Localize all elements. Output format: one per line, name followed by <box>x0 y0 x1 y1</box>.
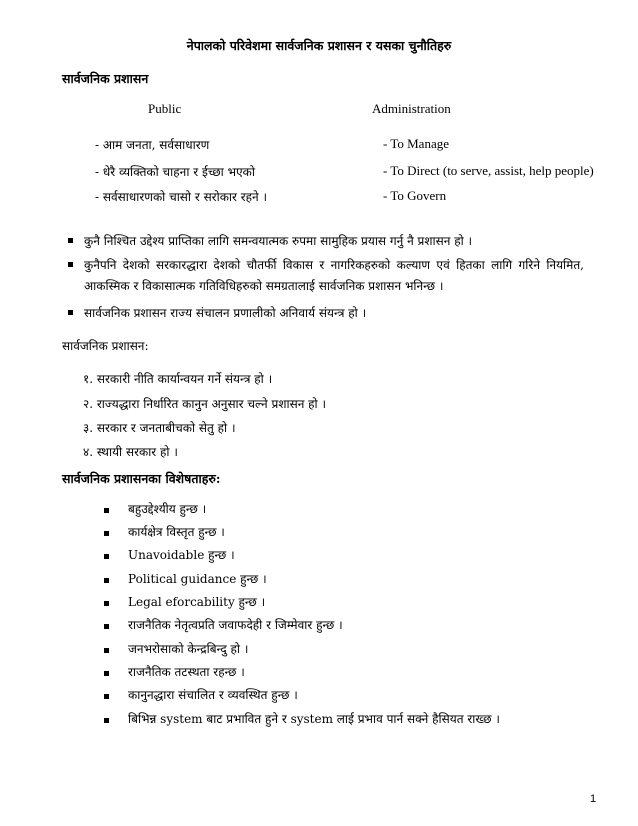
bullet-square-icon <box>104 554 109 559</box>
bullet-square-icon <box>104 648 109 653</box>
feature-item: Legal eforcability हुन्छ । <box>128 595 266 609</box>
bullet-square-icon <box>104 671 109 676</box>
feature-item: बहुउद्देश्यीय हुन्छ । <box>128 502 207 516</box>
page-title: नेपालको परिवेशमा सार्वजनिक प्रशासन र यसका चुनौतिहरु <box>186 38 452 53</box>
feature-item: राजनैतिक तटस्थता रहन्छ । <box>128 665 245 679</box>
numbered-item: ४. स्थायी सरकार हो । <box>83 445 178 459</box>
administration-meaning-item: - To Manage <box>383 136 449 151</box>
feature-item: कार्यक्षेत्र विस्तृत हुन्छ । <box>128 525 225 539</box>
column-head-administration: Administration <box>372 101 451 116</box>
column-head-public: Public <box>148 101 182 116</box>
public-meaning-item: - आम जनता, सर्वसाधारण <box>95 138 210 152</box>
bullet-square-icon <box>104 694 109 699</box>
page-number: 1 <box>590 793 597 805</box>
public-meaning-item: - धेरै व्यक्तिको चाहना र ईच्छा भएको <box>95 165 255 179</box>
public-meaning-item: - सर्वसाधारणको चासो र सरोकार रहने । <box>95 190 268 204</box>
numbered-item: ३. सरकार र जनताबीचको सेतु हो । <box>83 421 236 435</box>
definition-bullet: सार्वजनिक प्रशासन राज्य संचालन प्रणालीको अनिवार्य संयन्त्र हो । <box>84 306 367 320</box>
feature-item: राजनैतिक नेतृत्वप्रति जवाफदेही र जिम्मेवार हुन्छ । <box>128 618 343 632</box>
bullet-square-icon <box>104 578 109 583</box>
feature-item: जनभरोसाको केन्द्रबिन्दु हो । <box>128 642 249 656</box>
definition-bullet: कुनैपनि देशको सरकारद्धारा देशको चौतर्फी विकास र नागरिकहरुको कल्याण एवं हितका लागि गरिने नियमित, आकस्मिक र विकासात्मक गतिविधिहरुको समग्रतालाई सार्वजनिक प्रशासन भनिन्छ । <box>84 258 584 293</box>
bullet-square-icon <box>68 310 73 315</box>
bullet-square-icon <box>104 508 109 513</box>
bullet-square-icon <box>104 718 109 723</box>
section-heading-public-admin-role: सार्वजनिक प्रशासन: <box>62 339 149 353</box>
bullet-square-icon <box>104 601 109 606</box>
administration-meaning-item: - To Direct (to serve, assist, help people) <box>383 163 594 178</box>
numbered-item: १. सरकारी नीति कार्यान्वयन गर्ने संयन्त्र हो । <box>83 372 273 386</box>
feature-item: कानुनद्धारा संचालित र व्यवस्थित हुन्छ । <box>128 688 298 702</box>
administration-meaning-item: - To Govern <box>383 188 447 203</box>
bullet-square-icon <box>104 531 109 536</box>
feature-item: Unavoidable हुन्छ । <box>128 548 235 562</box>
section-heading-features: सार्वजनिक प्रशासनका विशेषताहरु: <box>62 471 221 486</box>
section-heading-public-admin: सार्वजनिक प्रशासन <box>62 71 149 86</box>
feature-item: बिभिन्न system बाट प्रभावित हुने र system लाई प्रभाव पार्न सक्ने हैसियत राख्छ । <box>128 712 500 726</box>
numbered-item: २. राज्यद्धारा निर्धारित कानुन अनुसार चल्ने प्रशासन हो । <box>83 397 327 411</box>
bullet-square-icon <box>104 624 109 629</box>
feature-item: Political guidance हुन्छ । <box>128 572 267 586</box>
bullet-square-icon <box>68 238 73 243</box>
bullet-square-icon <box>68 262 73 267</box>
definition-bullet: कुनै निश्चित उद्देश्य प्राप्तिका लागि समन्वयात्मक रुपमा सामुहिक प्रयास गर्नु नै प्रशासन हो । <box>84 234 473 248</box>
